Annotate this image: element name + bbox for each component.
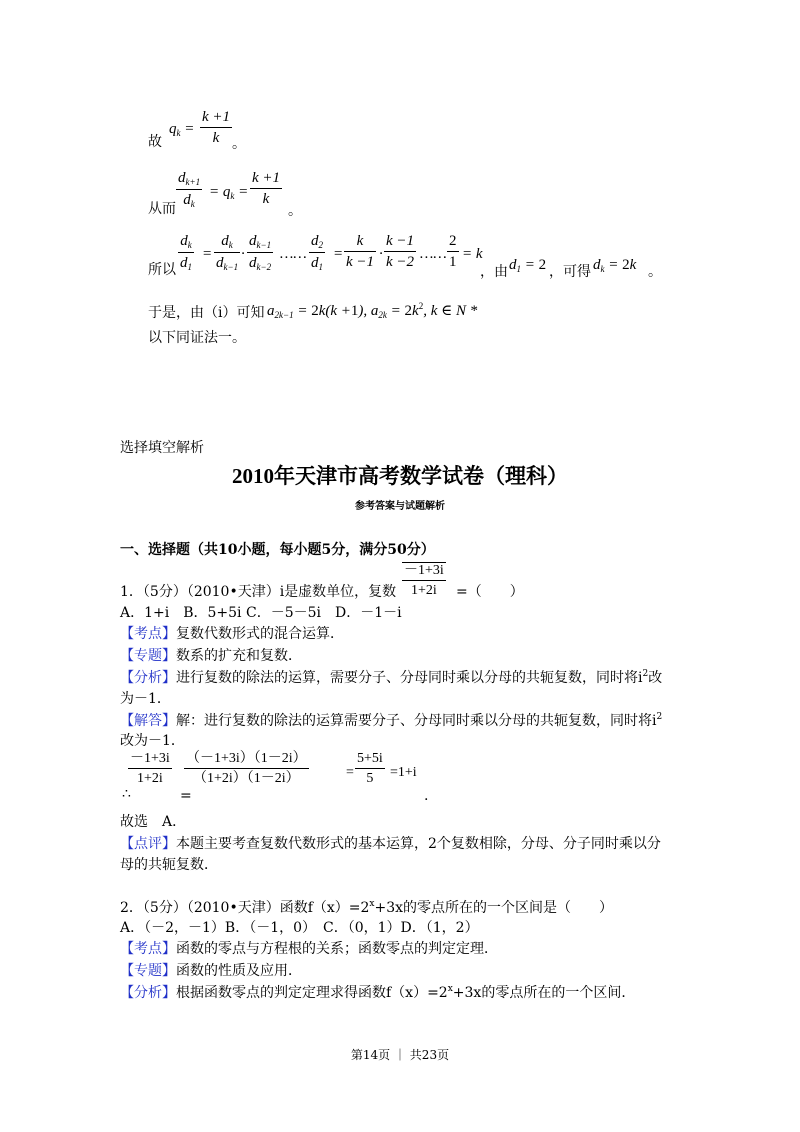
dianping-tag: 【点评】 bbox=[120, 836, 176, 852]
q1-guxuan: 故选 A． bbox=[120, 814, 187, 830]
page-subtitle: 参考答案与试题解析 bbox=[355, 501, 445, 512]
fraction-2-over-1: $\frac{2}{1}$ bbox=[449, 233, 457, 270]
math-dot: · bbox=[241, 246, 245, 262]
q2-fenxi: 【分析】根据函数零点的判定定理求得函数$f(x)=2^x+3x$的零点所在的一个区间． bbox=[120, 984, 636, 1001]
zhuanti-tag: 【专题】 bbox=[120, 648, 176, 664]
math-dots: …… bbox=[280, 246, 307, 262]
math-sequence-formula: $a_{2k-1} = 2k(k +1)$, $a_{2k} = 2k^2$, k ∈ N * bbox=[267, 301, 478, 320]
period: 。 bbox=[648, 264, 662, 280]
calc-fraction-2: $\frac{(-1+3i)(1-2i)}{(1+2i)(1-2i)}$ bbox=[186, 751, 307, 786]
fraction-dk-dk-1: $\frac{d_k}{d_{k-1}}$ bbox=[216, 233, 239, 272]
math-d1-eq-2: $d_1 = 2$ bbox=[509, 257, 547, 274]
q2-kaodian: 【考点】函数的零点与方程根的关系；函数零点的判定定理． bbox=[120, 941, 498, 957]
calc-therefore: ∴ bbox=[122, 786, 131, 802]
q1-fenxi-line2: 为－1． bbox=[120, 691, 171, 707]
calc-result: =1+i bbox=[390, 765, 417, 780]
fraction-k-plus-1-over-k: $\frac{k +1}{k}$ bbox=[202, 109, 231, 146]
you-label: ，由 bbox=[480, 264, 508, 280]
period: 。 bbox=[232, 136, 246, 152]
calc-eq-1: = bbox=[346, 765, 354, 780]
math-eq-qk: = $q_k$ = bbox=[209, 184, 249, 201]
q1-jieda: 【解答】解：进行复数的除法的运算需要分子、分母同时乘以分母的共轭复数，同时将$i^2$ bbox=[120, 712, 663, 729]
math-dots: …… bbox=[420, 246, 447, 262]
conclusion: 以下同证法一。 bbox=[148, 330, 246, 346]
math-eq: = bbox=[333, 246, 344, 262]
fraction-dk-1-dk-2: $\frac{d_{k-1}}{d_{k-2}}$ bbox=[249, 233, 272, 272]
yushi-label: 于是，由（i）可知 bbox=[148, 305, 265, 321]
page-title: 2010年天津市高考数学试卷（理科） bbox=[232, 464, 568, 488]
calc-fraction-3: $\frac{5+5i}{5}$ bbox=[357, 751, 383, 786]
q1-zhuanti: 【专题】数系的扩充和复数． bbox=[120, 648, 302, 664]
calc-fraction-1: $\frac{-1+3i}{1+2i}$ bbox=[130, 751, 170, 786]
math-dk-eq-2k: $d_k = 2k$ bbox=[593, 257, 637, 274]
zhuanti-tag: 【专题】 bbox=[120, 963, 176, 979]
q2-stem: 2．（5分）（2010•天津）函数$f(x)=2^x+3x$的零点所在的一个区间是（ ） bbox=[120, 899, 614, 916]
q1-jieda-line2: 改为－1． bbox=[120, 733, 185, 749]
fenxi-tag: 【分析】 bbox=[120, 670, 176, 686]
math-q-k: $q_k$ = bbox=[169, 121, 195, 138]
suoyi-label: 所以 bbox=[148, 262, 176, 278]
q2-options: A．（－2，－1）B．（－1，0） C．（0，1）D．（1，2） bbox=[120, 920, 479, 936]
kaodian-tag: 【考点】 bbox=[120, 626, 176, 642]
page-footer: 第14页 ｜ 共23页 bbox=[350, 1048, 450, 1062]
q1-fenxi: 【分析】进行复数的除法的运算，需要分子、分母同时乘以分母的共轭复数，同时将$i^2$改 bbox=[120, 669, 663, 686]
gu-label: 故 bbox=[148, 134, 162, 150]
q2-zhuanti: 【专题】函数的性质及应用． bbox=[120, 963, 302, 979]
fraction-d2-d1: $\frac{d_2}{d_1}$ bbox=[311, 233, 323, 272]
q1-fraction: $\frac{-1+3i}{1+2i}$ bbox=[404, 563, 444, 598]
math-eq: = bbox=[202, 246, 213, 262]
fraction-k-1-over-k-2: $\frac{k -1}{k -2}$ bbox=[386, 233, 415, 270]
section-label: 选择填空解析 bbox=[120, 440, 204, 456]
math-eq-k: = k bbox=[462, 246, 483, 262]
kaodian-tag: 【考点】 bbox=[120, 941, 176, 957]
calc-dot: . bbox=[424, 788, 429, 804]
q1-stem-tail: =（ ） bbox=[456, 584, 524, 600]
fraction-d-ratio: $\frac{d_{k+1}}{d_k}$ bbox=[178, 170, 201, 209]
q1-kaodian: 【考点】复数代数形式的混合运算． bbox=[120, 626, 344, 642]
calc-eq-0: = bbox=[180, 788, 192, 804]
fraction-k-plus-1-over-k-2: $\frac{k +1}{k}$ bbox=[252, 170, 281, 207]
q1-dianping-line2: 母的共轭复数． bbox=[120, 857, 218, 873]
kede-label: ，可得 bbox=[549, 264, 591, 280]
jieda-tag: 【解答】 bbox=[120, 713, 176, 729]
congEr-label: 从而 bbox=[148, 201, 176, 217]
q1-options: A．1+i B．5+5i C．－5－5i D．－1－i bbox=[120, 605, 402, 621]
q1-stem: 1．（5分）（2010•天津）i是虚数单位，复数 bbox=[120, 584, 397, 600]
fraction-k-over-k-1: $\frac{k}{k -1}$ bbox=[346, 233, 375, 270]
q1-dianping: 【点评】本题主要考查复数代数形式的基本运算，2个复数相除，分母、分子同时乘以分 bbox=[120, 836, 661, 852]
period: 。 bbox=[288, 203, 302, 219]
fraction-dk-d1: $\frac{d_k}{d_1}$ bbox=[180, 233, 192, 272]
fenxi-tag: 【分析】 bbox=[120, 985, 176, 1001]
part1-heading: 一、选择题（共10小题，每小题5分，满分50分） bbox=[120, 542, 435, 558]
math-dot: · bbox=[379, 246, 383, 262]
